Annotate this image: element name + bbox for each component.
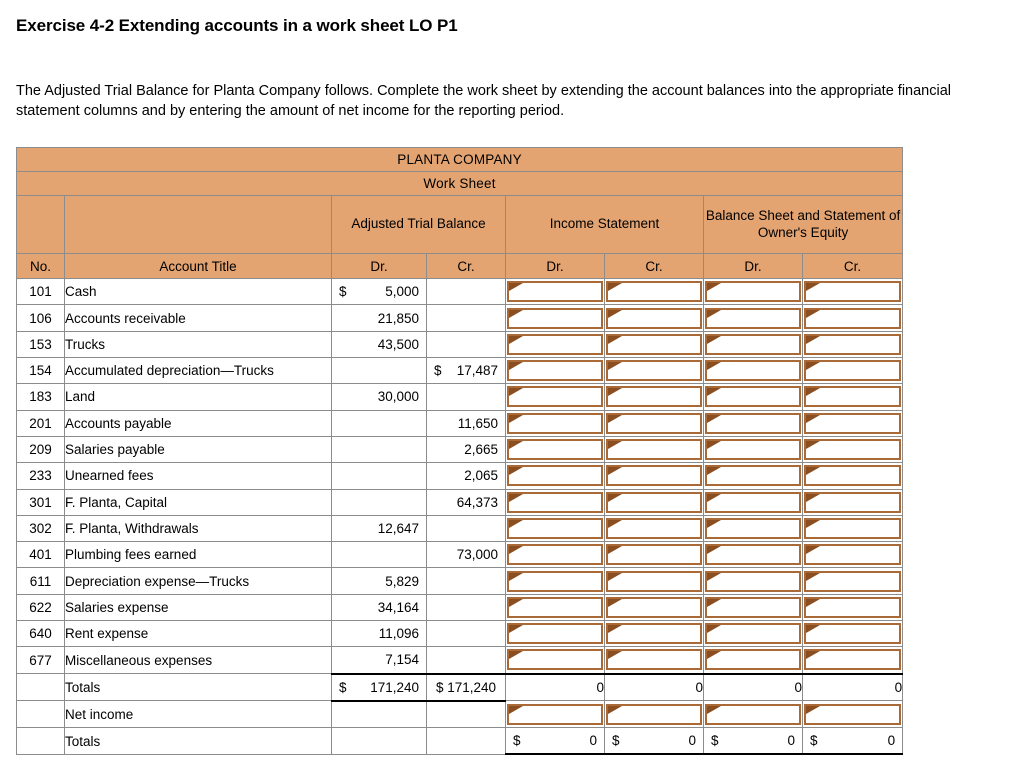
totals-bs-dr-value: 0 (704, 674, 803, 701)
net-income-row (17, 701, 903, 728)
balance-sheet-dr-input[interactable] (705, 386, 801, 407)
atb-cr-value: 17,487 (456, 363, 498, 379)
table-row (17, 384, 903, 410)
balance-sheet-cr-input[interactable] (804, 439, 901, 460)
income-statement-dr-input[interactable] (507, 386, 603, 407)
income-statement-cr-cell[interactable] (605, 515, 704, 541)
account-title: Trucks (65, 331, 332, 357)
income-statement-dr-cell[interactable] (506, 436, 605, 462)
account-number: 401 (17, 542, 65, 568)
account-number: 183 (17, 384, 65, 410)
atb-cr-cell (427, 331, 506, 357)
table-row (17, 515, 903, 541)
group-header-row (17, 196, 903, 254)
page-title: Exercise 4-2 Extending accounts in a work sheet LO P1 (16, 16, 458, 35)
balance-sheet-dr-input[interactable] (705, 597, 801, 618)
account-number: 101 (17, 279, 65, 305)
table-row (17, 436, 903, 462)
balance-sheet-cr-input[interactable] (804, 465, 901, 486)
account-number: 302 (17, 515, 65, 541)
account-number: 301 (17, 489, 65, 515)
column-header-atb-dr: Dr. (332, 254, 427, 279)
grand-totals-row-no (17, 728, 65, 755)
account-title: Accounts receivable (65, 305, 332, 331)
income-statement-cr-input[interactable] (606, 334, 702, 355)
income-statement-cr-input[interactable] (606, 413, 702, 434)
balance-sheet-dr-input[interactable] (705, 360, 801, 381)
grand-totals-atb-dr-cell (332, 728, 427, 755)
atb-cr-value: 64,373 (456, 494, 498, 510)
net-income-bs-dr-cell[interactable] (704, 701, 803, 728)
income-statement-dr-cell[interactable] (506, 463, 605, 489)
income-statement-cr-input[interactable] (606, 649, 702, 670)
balance-sheet-dr-cell[interactable] (704, 410, 803, 436)
balance-sheet-dr-input[interactable] (705, 308, 801, 329)
totals-atb-cr-value: $ 171,240 (435, 679, 497, 695)
income-statement-dr-input[interactable] (507, 649, 603, 670)
income-statement-dr-cell[interactable] (506, 358, 605, 384)
grand-totals-is-dr-value: 0 (589, 733, 597, 749)
income-statement-cr-input[interactable] (606, 360, 702, 381)
table-row (17, 489, 903, 515)
income-statement-cr-input[interactable] (606, 386, 702, 407)
income-statement-cr-cell[interactable] (605, 331, 704, 357)
income-statement-dr-input[interactable] (507, 308, 603, 329)
net-income-bs-cr-cell[interactable] (803, 701, 903, 728)
balance-sheet-cr-cell[interactable] (803, 515, 903, 541)
income-statement-dr-input[interactable] (507, 492, 603, 513)
income-statement-dr-input[interactable] (507, 597, 603, 618)
table-row (17, 410, 903, 436)
balance-sheet-dr-input[interactable] (705, 281, 801, 302)
atb-dr-cell (332, 489, 427, 515)
column-header-atb-cr: Cr. (427, 254, 506, 279)
balance-sheet-dr-input[interactable] (705, 544, 801, 565)
atb-dr-cell (332, 594, 427, 620)
atb-dr-value: 5,000 (385, 284, 419, 300)
account-number: 622 (17, 594, 65, 620)
grand-totals-is-cr-symbol: $ (612, 733, 620, 749)
balance-sheet-dr-cell[interactable] (704, 647, 803, 674)
atb-dr-value: 43,500 (377, 336, 419, 352)
group-header-balance-sheet: Balance Sheet and Statement of Owner's Equity (704, 196, 903, 254)
atb-dr-value: 21,850 (377, 310, 419, 326)
income-statement-dr-cell[interactable] (506, 620, 605, 646)
account-number: 106 (17, 305, 65, 331)
account-number: 153 (17, 331, 65, 357)
atb-cr-cell (427, 436, 506, 462)
atb-dr-value: 12,647 (377, 520, 419, 536)
work-sheet-container (16, 147, 902, 755)
atb-cr-cell (427, 542, 506, 568)
atb-cr-cell (427, 620, 506, 646)
balance-sheet-cr-cell[interactable] (803, 358, 903, 384)
income-statement-cr-input[interactable] (606, 518, 702, 539)
table-row (17, 358, 903, 384)
balance-sheet-cr-input[interactable] (804, 334, 901, 355)
atb-dr-cell (332, 305, 427, 331)
subtitle-row (17, 172, 903, 196)
group-header-spacer-title (65, 196, 332, 254)
atb-dr-cell (332, 463, 427, 489)
account-title: Depreciation expense—Trucks (65, 568, 332, 594)
grand-totals-is-cr-cell (605, 728, 704, 755)
account-number: 201 (17, 410, 65, 436)
account-title: Salaries expense (65, 594, 332, 620)
income-statement-cr-input[interactable] (606, 465, 702, 486)
balance-sheet-dr-input[interactable] (705, 413, 801, 434)
atb-dr-value: 34,164 (377, 599, 419, 615)
balance-sheet-dr-input[interactable] (705, 518, 801, 539)
account-title: Land (65, 384, 332, 410)
atb-dr-value: 7,154 (385, 652, 419, 668)
column-header-is-dr: Dr. (506, 254, 605, 279)
atb-dr-cell (332, 647, 427, 674)
balance-sheet-cr-input[interactable] (804, 308, 901, 329)
income-statement-dr-cell[interactable] (506, 279, 605, 305)
balance-sheet-cr-cell[interactable] (803, 568, 903, 594)
income-statement-dr-input[interactable] (507, 465, 603, 486)
atb-dr-value: 5,829 (385, 573, 419, 589)
income-statement-cr-cell[interactable] (605, 358, 704, 384)
income-statement-dr-cell[interactable] (506, 410, 605, 436)
atb-cr-value: 2,065 (464, 468, 498, 484)
atb-cr-cell (427, 594, 506, 620)
net-income-row-no (17, 701, 65, 728)
account-number: 611 (17, 568, 65, 594)
income-statement-cr-input[interactable] (606, 623, 702, 644)
grand-totals-bs-cr-cell (803, 728, 903, 755)
atb-cr-cell (427, 515, 506, 541)
balance-sheet-dr-cell[interactable] (704, 358, 803, 384)
table-row (17, 647, 903, 674)
income-statement-dr-input[interactable] (507, 623, 603, 644)
grand-totals-bs-dr-symbol: $ (711, 733, 719, 749)
table-row (17, 568, 903, 594)
income-statement-cr-cell[interactable] (605, 410, 704, 436)
totals-row-label: Totals (65, 674, 332, 701)
balance-sheet-cr-cell[interactable] (803, 489, 903, 515)
balance-sheet-dr-cell[interactable] (704, 515, 803, 541)
net-income-row-label: Net income (65, 701, 332, 728)
atb-cr-cell (427, 384, 506, 410)
account-title: Salaries payable (65, 436, 332, 462)
income-statement-dr-input[interactable] (507, 334, 603, 355)
balance-sheet-cr-cell[interactable] (803, 410, 903, 436)
atb-dr-cell (332, 279, 427, 305)
atb-dr-cell (332, 515, 427, 541)
totals-row (17, 674, 903, 701)
work-sheet-table (16, 147, 903, 755)
balance-sheet-cr-cell[interactable] (803, 384, 903, 410)
atb-cr-cell (427, 358, 506, 384)
atb-cr-cell (427, 647, 506, 674)
table-row (17, 594, 903, 620)
account-title: Accumulated depreciation—Trucks (65, 358, 332, 384)
table-row (17, 279, 903, 305)
account-title: Accounts payable (65, 410, 332, 436)
account-number: 154 (17, 358, 65, 384)
balance-sheet-dr-input[interactable] (705, 439, 801, 460)
balance-sheet-dr-cell[interactable] (704, 594, 803, 620)
income-statement-cr-cell[interactable] (605, 384, 704, 410)
totals-is-dr-value: 0 (506, 674, 605, 701)
grand-totals-is-cr-value: 0 (688, 733, 696, 749)
income-statement-dr-cell[interactable] (506, 384, 605, 410)
net-income-bs-cr-input[interactable] (804, 704, 901, 725)
income-statement-cr-input[interactable] (606, 571, 702, 592)
atb-cr-cell (427, 305, 506, 331)
company-title-row (17, 148, 903, 172)
balance-sheet-cr-input[interactable] (804, 518, 901, 539)
balance-sheet-dr-input[interactable] (705, 492, 801, 513)
account-title: Unearned fees (65, 463, 332, 489)
table-row (17, 305, 903, 331)
account-title: F. Planta, Withdrawals (65, 515, 332, 541)
atb-dr-value: 30,000 (377, 389, 419, 405)
income-statement-dr-input[interactable] (507, 281, 603, 302)
balance-sheet-dr-cell[interactable] (704, 620, 803, 646)
account-number: 640 (17, 620, 65, 646)
grand-totals-bs-cr-value: 0 (887, 733, 896, 749)
balance-sheet-cr-input[interactable] (804, 386, 901, 407)
net-income-atb-dr-cell (332, 701, 427, 728)
grand-totals-bs-dr-value: 0 (787, 733, 795, 749)
balance-sheet-cr-input[interactable] (804, 597, 901, 618)
atb-cr-cell (427, 463, 506, 489)
income-statement-dr-input[interactable] (507, 439, 603, 460)
column-header-account-title: Account Title (65, 254, 332, 279)
atb-dr-cell (332, 331, 427, 357)
net-income-is-dr-input[interactable] (507, 704, 603, 725)
balance-sheet-cr-input[interactable] (804, 281, 901, 302)
atb-dr-value: 11,096 (378, 626, 419, 642)
income-statement-cr-cell[interactable] (605, 463, 704, 489)
balance-sheet-cr-cell[interactable] (803, 279, 903, 305)
group-header-adjusted-trial-balance: Adjusted Trial Balance (332, 196, 506, 254)
income-statement-dr-cell[interactable] (506, 515, 605, 541)
balance-sheet-cr-cell[interactable] (803, 620, 903, 646)
balance-sheet-cr-cell[interactable] (803, 647, 903, 674)
income-statement-cr-input[interactable] (606, 281, 702, 302)
atb-dr-symbol: $ (339, 284, 347, 300)
column-header-is-cr: Cr. (605, 254, 704, 279)
atb-cr-symbol: $ (434, 363, 442, 379)
balance-sheet-dr-cell[interactable] (704, 542, 803, 568)
balance-sheet-dr-input[interactable] (705, 571, 801, 592)
net-income-is-cr-cell[interactable] (605, 701, 704, 728)
balance-sheet-cr-cell[interactable] (803, 436, 903, 462)
balance-sheet-cr-cell[interactable] (803, 594, 903, 620)
atb-cr-cell (427, 410, 506, 436)
income-statement-dr-cell[interactable] (506, 568, 605, 594)
balance-sheet-cr-cell[interactable] (803, 331, 903, 357)
atb-cr-value: 11,650 (457, 415, 498, 431)
balance-sheet-cr-input[interactable] (804, 492, 901, 513)
income-statement-dr-input[interactable] (507, 544, 603, 565)
balance-sheet-dr-cell[interactable] (704, 331, 803, 357)
atb-dr-cell (332, 436, 427, 462)
totals-bs-cr-value: 0 (803, 674, 903, 701)
balance-sheet-dr-cell[interactable] (704, 463, 803, 489)
income-statement-dr-cell[interactable] (506, 305, 605, 331)
totals-row-no (17, 674, 65, 701)
income-statement-dr-input[interactable] (507, 413, 603, 434)
atb-dr-cell (332, 542, 427, 568)
net-income-bs-dr-input[interactable] (705, 704, 801, 725)
balance-sheet-dr-input[interactable] (705, 334, 801, 355)
income-statement-cr-input[interactable] (606, 439, 702, 460)
income-statement-dr-input[interactable] (507, 571, 603, 592)
exercise-description: The Adjusted Trial Balance for Planta Company follows. Complete the work sheet by extending the account balances into the appropriate financial statement columns and by entering the amount of net income for the reporting period. (16, 83, 951, 119)
income-statement-cr-cell[interactable] (605, 620, 704, 646)
atb-cr-cell (427, 489, 506, 515)
atb-dr-cell (332, 384, 427, 410)
balance-sheet-cr-input[interactable] (804, 571, 901, 592)
balance-sheet-cr-cell[interactable] (803, 463, 903, 489)
company-name: PLANTA COMPANY (17, 148, 903, 172)
account-number: 233 (17, 463, 65, 489)
account-title: Plumbing fees earned (65, 542, 332, 568)
atb-cr-value: 2,665 (464, 442, 498, 458)
grand-totals-is-dr-symbol: $ (513, 733, 521, 749)
balance-sheet-dr-cell[interactable] (704, 489, 803, 515)
group-header-income-statement: Income Statement (506, 196, 704, 254)
balance-sheet-cr-input[interactable] (804, 623, 901, 644)
income-statement-cr-cell[interactable] (605, 542, 704, 568)
balance-sheet-dr-cell[interactable] (704, 436, 803, 462)
balance-sheet-cr-cell[interactable] (803, 305, 903, 331)
balance-sheet-dr-cell[interactable] (704, 279, 803, 305)
totals-atb-dr-symbol: $ (339, 679, 347, 695)
income-statement-cr-input[interactable] (606, 492, 702, 513)
totals-atb-dr-value: 171,240 (370, 679, 419, 695)
balance-sheet-dr-input[interactable] (705, 623, 801, 644)
grand-totals-is-dr-cell (506, 728, 605, 755)
income-statement-cr-cell[interactable] (605, 305, 704, 331)
income-statement-dr-cell[interactable] (506, 331, 605, 357)
grand-totals-row (17, 728, 903, 755)
atb-cr-cell (427, 279, 506, 305)
balance-sheet-cr-input[interactable] (804, 544, 901, 565)
income-statement-dr-cell[interactable] (506, 594, 605, 620)
atb-dr-cell (332, 358, 427, 384)
balance-sheet-dr-cell[interactable] (704, 568, 803, 594)
income-statement-cr-input[interactable] (606, 308, 702, 329)
table-row (17, 620, 903, 646)
income-statement-cr-cell[interactable] (605, 647, 704, 674)
balance-sheet-dr-cell[interactable] (704, 305, 803, 331)
balance-sheet-cr-input[interactable] (804, 413, 901, 434)
income-statement-dr-cell[interactable] (506, 489, 605, 515)
totals-atb-dr-cell (332, 674, 427, 701)
column-header-bs-dr: Dr. (704, 254, 803, 279)
balance-sheet-dr-cell[interactable] (704, 384, 803, 410)
income-statement-cr-input[interactable] (606, 544, 702, 565)
balance-sheet-cr-input[interactable] (804, 649, 901, 670)
atb-dr-cell (332, 620, 427, 646)
balance-sheet-dr-input[interactable] (705, 649, 801, 670)
grand-totals-atb-cr-cell (427, 728, 506, 755)
account-title: Cash (65, 279, 332, 305)
balance-sheet-cr-input[interactable] (804, 360, 901, 381)
account-title: Miscellaneous expenses (65, 647, 332, 674)
grand-totals-bs-cr-symbol: $ (810, 733, 818, 749)
grand-totals-bs-dr-cell (704, 728, 803, 755)
net-income-atb-cr-cell (427, 701, 506, 728)
income-statement-cr-cell[interactable] (605, 568, 704, 594)
work-sheet-subtitle: Work Sheet (17, 172, 903, 196)
group-header-spacer-no (17, 196, 65, 254)
totals-is-cr-value: 0 (605, 674, 704, 701)
column-header-row (17, 254, 903, 279)
income-statement-dr-cell[interactable] (506, 647, 605, 674)
grand-totals-row-label: Totals (65, 728, 332, 755)
income-statement-cr-input[interactable] (606, 597, 702, 618)
income-statement-dr-input[interactable] (507, 518, 603, 539)
atb-dr-cell (332, 568, 427, 594)
table-row (17, 542, 903, 568)
account-title: F. Planta, Capital (65, 489, 332, 515)
income-statement-dr-cell[interactable] (506, 542, 605, 568)
table-row (17, 331, 903, 357)
income-statement-dr-input[interactable] (507, 360, 603, 381)
atb-dr-cell (332, 410, 427, 436)
income-statement-cr-cell[interactable] (605, 489, 704, 515)
account-title: Rent expense (65, 620, 332, 646)
income-statement-cr-cell[interactable] (605, 279, 704, 305)
balance-sheet-dr-input[interactable] (705, 465, 801, 486)
income-statement-cr-cell[interactable] (605, 594, 704, 620)
net-income-is-cr-input[interactable] (606, 704, 702, 725)
balance-sheet-cr-cell[interactable] (803, 542, 903, 568)
atb-cr-value: 73,000 (456, 547, 498, 563)
column-header-no: No. (17, 254, 65, 279)
column-header-bs-cr: Cr. (803, 254, 903, 279)
net-income-is-dr-cell[interactable] (506, 701, 605, 728)
account-number: 209 (17, 436, 65, 462)
account-number: 677 (17, 647, 65, 674)
income-statement-cr-cell[interactable] (605, 436, 704, 462)
table-row (17, 463, 903, 489)
atb-cr-cell (427, 568, 506, 594)
totals-atb-cr-cell (427, 674, 506, 701)
